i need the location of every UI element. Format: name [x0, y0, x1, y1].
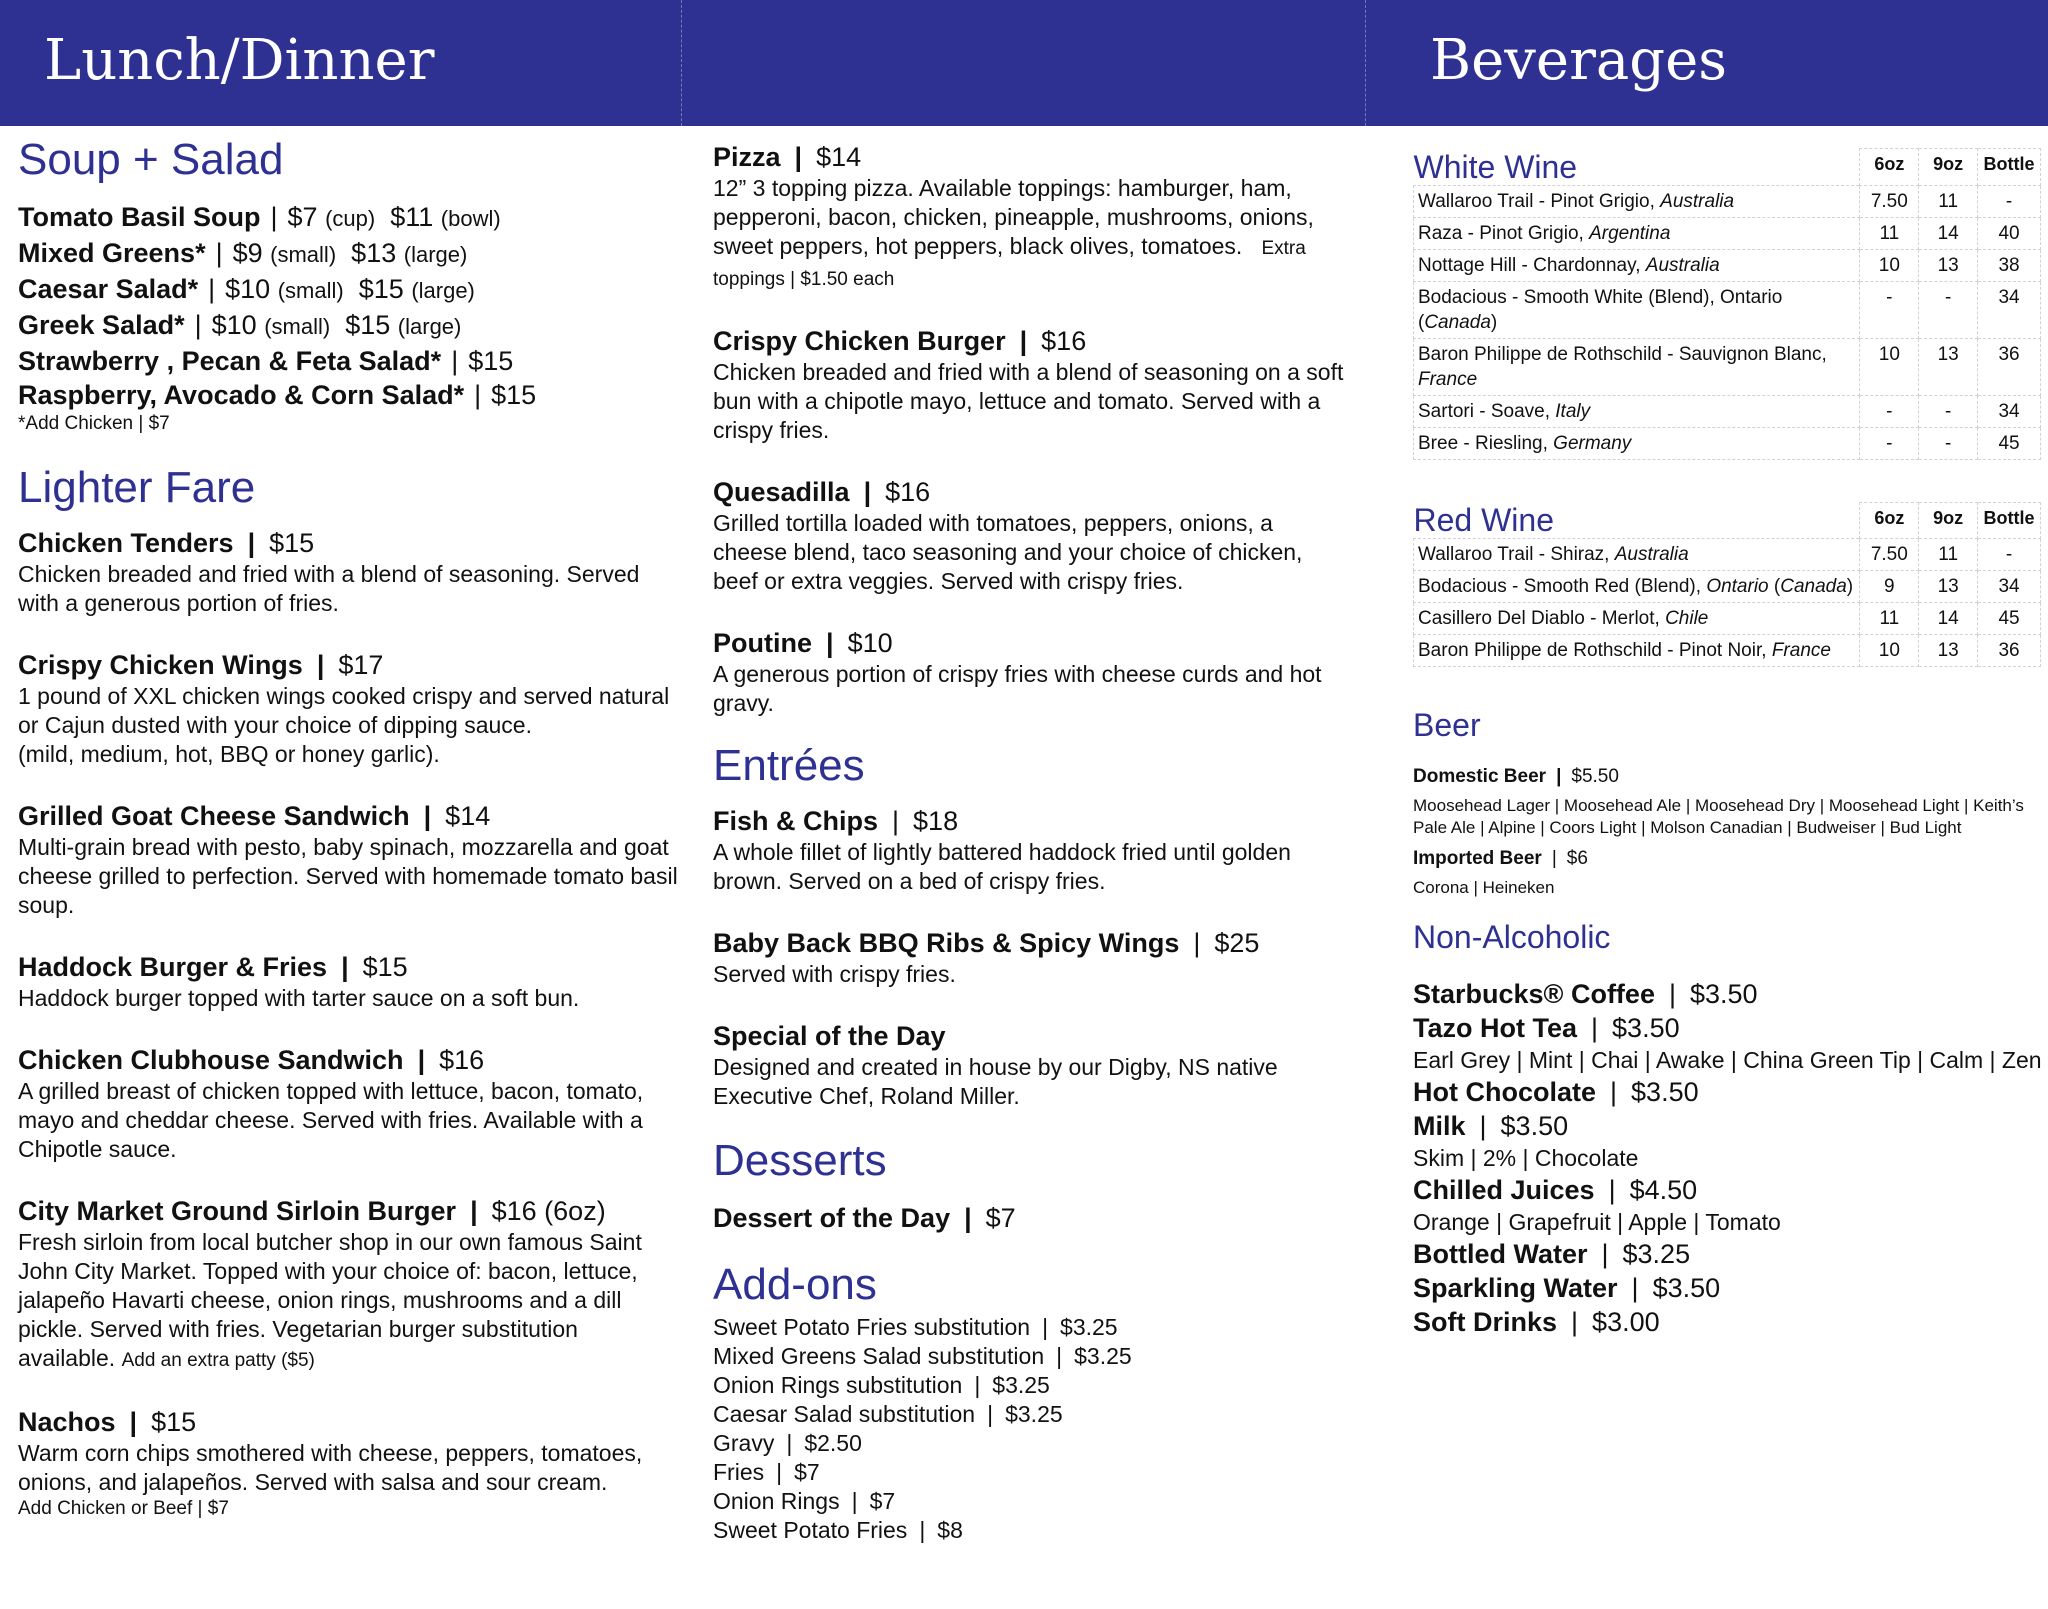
table-row [1414, 603, 2041, 635]
price: $15 [151, 1407, 197, 1437]
table-row [1414, 427, 2041, 459]
beverage-options: Orange | Grapefruit | Apple | Tomato [1413, 1209, 1781, 1235]
addon-name: Mixed Greens Salad substitution [713, 1343, 1045, 1369]
separator: | [1551, 848, 1557, 869]
menu-item [713, 926, 1353, 989]
menu-item [713, 140, 1353, 294]
addon-line [713, 1342, 1353, 1371]
section-heading: Lighter Fare [18, 463, 256, 512]
separator: | [863, 477, 872, 507]
addon-name: Onion Rings substitution [713, 1372, 963, 1398]
menu-item [713, 1019, 1353, 1111]
addon-name: Sweet Potato Fries [713, 1517, 908, 1543]
item-description: A grilled breast of chicken topped with lettuce, bacon, tomato, mayo and cheddar cheese. Served with fries. Available with a Chipotle sauce. [18, 1078, 644, 1162]
table-row [1414, 185, 2041, 217]
menu-line [18, 272, 678, 308]
menu-line [18, 378, 678, 412]
soup-salad-list [18, 200, 678, 436]
price: $3.25 [1005, 1401, 1063, 1427]
beer-name: Imported Beer [1413, 848, 1542, 869]
description-text: 12” 3 topping pizza. Available toppings: hamburger, ham, pepperoni, bacon, chicken, pineapple, mushrooms, onions, sweet peppers, hot peppers, black olives, tomatoes. [713, 175, 1314, 259]
beverage-line [1413, 977, 2033, 1011]
price: $15 [468, 346, 514, 376]
price: $3.50 [1652, 1273, 1721, 1303]
separator: | [776, 1459, 783, 1485]
price: $14 [445, 801, 491, 831]
menu-item [713, 804, 1353, 896]
price-9oz: 11 [1919, 185, 1978, 217]
menu-item [18, 1043, 678, 1164]
addon-line [713, 1313, 1353, 1342]
item-name: Raspberry, Avocado & Corn Salad* [18, 380, 465, 410]
size: (small) [264, 314, 331, 339]
price-bottle: 40 [1978, 217, 2041, 249]
separator: | [451, 346, 459, 376]
price: $16 [885, 477, 931, 507]
wine-name: Baron Philippe de Rothschild - Pinot Noir, France [1414, 635, 1860, 667]
separator: | [786, 1430, 793, 1456]
section-heading: Soup + Salad [18, 135, 284, 184]
addon-name: Gravy [713, 1430, 775, 1456]
addon-line [713, 1516, 1353, 1545]
price: $7 [869, 1488, 896, 1514]
wine-name: Raza - Pinot Grigio, Argentina [1414, 217, 1860, 249]
price: $18 [913, 806, 959, 836]
column-mains [713, 126, 1353, 1545]
addon-line [713, 1371, 1353, 1400]
table-row [1414, 539, 2041, 571]
menu-item [713, 324, 1353, 445]
price-6oz: 10 [1860, 249, 1919, 281]
wine-name: Nottage Hill - Chardonnay, Australia [1414, 249, 1860, 281]
price-6oz: 10 [1860, 338, 1919, 395]
price: $3.25 [1060, 1314, 1118, 1340]
table-row [1414, 338, 2041, 395]
price-6oz: 10 [1860, 635, 1919, 667]
price: $15 [362, 952, 408, 982]
menu-line [18, 200, 678, 236]
separator: | [129, 1407, 138, 1437]
item-name: Tomato Basil Soup [18, 202, 261, 232]
wine-name: Wallaroo Trail - Shiraz, Australia [1414, 539, 1860, 571]
price-6oz: 7.50 [1860, 539, 1919, 571]
menu-item [713, 475, 1353, 596]
size: (bowl) [440, 206, 501, 231]
size: (large) [411, 278, 475, 303]
price: $2.50 [804, 1430, 862, 1456]
menu-line [18, 344, 678, 378]
item-name: Crispy Chicken Burger [713, 326, 1006, 356]
beverage-line [1413, 1305, 2033, 1339]
item-name: Pizza [713, 142, 781, 172]
price-bottle: 34 [1978, 281, 2041, 338]
separator: | [851, 1488, 858, 1514]
size: (large) [403, 242, 468, 267]
separator: | [1056, 1343, 1063, 1369]
item-name: Dessert of the Day [713, 1203, 951, 1233]
price-bottle: 38 [1978, 249, 2041, 281]
item-description: Chicken breaded and fried with a blend of seasoning. Served with a generous portion of fries. [18, 561, 640, 616]
wine-name: Wallaroo Trail - Pinot Grigio, Australia [1414, 185, 1860, 217]
item-name: Strawberry , Pecan & Feta Salad* [18, 346, 442, 376]
table-row [1414, 571, 2041, 603]
price-9oz: 13 [1919, 571, 1978, 603]
item-name: Chicken Clubhouse Sandwich [18, 1045, 404, 1075]
separator: | [208, 274, 216, 304]
price: $3.50 [1612, 1013, 1680, 1043]
beverage-name: Sparkling Water [1413, 1273, 1618, 1303]
menu-item [18, 799, 678, 920]
separator: | [1591, 1013, 1599, 1043]
item-name: Haddock Burger & Fries [18, 952, 328, 982]
separator: | [892, 806, 900, 836]
beverage-options: Earl Grey | Mint | Chai | Awake | China Green Tip | Calm | Zen [1413, 1047, 2042, 1073]
separator: | [826, 628, 834, 658]
size: (large) [397, 314, 462, 339]
menu-item [18, 950, 678, 1013]
section-heading: Beer [1413, 707, 1481, 743]
separator: | [1193, 928, 1201, 958]
menu-item [18, 1194, 678, 1375]
section-heading: Red Wine [1413, 502, 1554, 538]
table-row [1414, 395, 2041, 427]
separator: | [1479, 1111, 1487, 1141]
separator: | [1556, 766, 1562, 787]
price-6oz: 9 [1860, 571, 1919, 603]
beer-list [1413, 765, 2033, 899]
size: (small) [277, 278, 344, 303]
price: $15 [491, 380, 537, 410]
add-protein-note: Add Chicken or Beef | $7 [18, 1498, 229, 1519]
white-wine-table [1413, 148, 2041, 460]
price-bottle: 34 [1978, 571, 2041, 603]
column-lunch [18, 126, 678, 1551]
separator: | [1668, 979, 1676, 1009]
price: $7 [794, 1459, 820, 1485]
price-6oz: 11 [1860, 603, 1919, 635]
price-bottle: 45 [1978, 603, 2041, 635]
section-heading: Non-Alcoholic [1413, 919, 1611, 955]
item-description: A whole fillet of lightly battered haddock fried until golden brown. Served on a bed of crispy fries. [713, 839, 1291, 894]
item-description [713, 174, 1353, 294]
beverage-options: Skim | 2% | Chocolate [1413, 1145, 1639, 1171]
sauce-options: (mild, medium, hot, BBQ or honey garlic). [18, 741, 440, 767]
separator: | [470, 1196, 478, 1226]
item-name: Greek Salad* [18, 310, 185, 340]
price: $16 [439, 1045, 485, 1075]
lunch-dinner-title: Lunch/Dinner [44, 28, 435, 93]
addon-line [713, 1487, 1353, 1516]
price-9oz: 13 [1919, 635, 1978, 667]
separator: | [794, 142, 803, 172]
separator: | [270, 202, 278, 232]
wine-name: Bree - Riesling, Germany [1414, 427, 1860, 459]
item-description: Haddock burger topped with tarter sauce on a soft bun. [18, 985, 580, 1011]
price: $14 [816, 142, 862, 172]
extra-patty-note: Add an extra patty ($5) [121, 1350, 315, 1371]
col-header: 6oz [1860, 502, 1919, 539]
price: $3.50 [1500, 1111, 1569, 1141]
beverage-line [1413, 1011, 2033, 1045]
price-6oz: - [1860, 281, 1919, 338]
addon-line [713, 1400, 1353, 1429]
beer-line [1413, 765, 2033, 789]
beverage-line [1413, 1075, 2033, 1109]
item-name: Poutine [713, 628, 812, 658]
table-row [1414, 635, 2041, 667]
price: $3.50 [1689, 979, 1758, 1009]
price-9oz: 14 [1919, 217, 1978, 249]
price-9oz: - [1919, 281, 1978, 338]
separator: | [1631, 1273, 1639, 1303]
menu-item [18, 526, 678, 618]
price-bottle: - [1978, 539, 2041, 571]
price: $3.25 [1074, 1343, 1132, 1369]
wine-name: Bodacious - Smooth White (Blend), Ontario (Canada) [1414, 281, 1860, 338]
beverage-name: Hot Chocolate [1413, 1077, 1597, 1107]
price-9oz: - [1919, 395, 1978, 427]
wine-name: Baron Philippe de Rothschild - Sauvignon Blanc, France [1414, 338, 1860, 395]
beverage-name: Bottled Water [1413, 1239, 1588, 1269]
col-header: Bottle [1978, 502, 2041, 539]
separator: | [474, 380, 482, 410]
table-row [1414, 249, 2041, 281]
beverage-name: Soft Drinks [1413, 1307, 1558, 1337]
menu-line [18, 236, 678, 272]
addons-list [713, 1313, 1353, 1545]
item-description: Designed and created in house by our Digby, NS native Executive Chef, Roland Miller. [713, 1054, 1278, 1109]
separator: | [316, 650, 325, 680]
item-name: Special of the Day [713, 1021, 946, 1051]
price-9oz: 13 [1919, 338, 1978, 395]
beverage-line [1413, 1109, 2033, 1143]
item-description: Grilled tortilla loaded with tomatoes, peppers, onions, a cheese blend, taco seasoning and your choice of chicken, beef or extra veggies. Served with crispy fries. [713, 510, 1303, 594]
separator: | [974, 1372, 981, 1398]
item-name: Fish & Chips [713, 806, 879, 836]
non-alcoholic-list [1413, 977, 2042, 1339]
price-bottle: - [1978, 185, 2041, 217]
price: $10 [225, 274, 271, 304]
item-name: Quesadilla [713, 477, 850, 507]
col-header: 9oz [1919, 149, 1978, 186]
section-heading: Add-ons [713, 1260, 877, 1309]
addon-name: Onion Rings [713, 1488, 840, 1514]
item-name: City Market Ground Sirloin Burger [18, 1196, 457, 1226]
separator: | [1042, 1314, 1049, 1340]
price: $17 [338, 650, 384, 680]
description-text: Fresh sirloin from local butcher shop in our own famous Saint John City Market. Topped with your choice of: bacon, lettuce, jalapeño Havarti cheese, onion rings, mushrooms and a dill pickle. Served with fries. Vegetarian burger substitution available. [18, 1229, 642, 1371]
col-header: 6oz [1860, 149, 1919, 186]
beverage-line [1413, 1271, 2033, 1305]
item-name: Mixed Greens* [18, 238, 206, 268]
price: $6 [1566, 848, 1588, 869]
addon-name: Caesar Salad substitution [713, 1401, 976, 1427]
price-6oz: 7.50 [1860, 185, 1919, 217]
separator: | [964, 1203, 972, 1233]
column-beverages [1413, 126, 2042, 1339]
entrees-list [713, 804, 1353, 1111]
beer-line [1413, 847, 2033, 871]
item-description: Multi-grain bread with pesto, baby spinach, mozzarella and goat cheese grilled to perfection. Served with homemade tomato basil soup. [18, 834, 678, 918]
beer-brands: Corona | Heineken [1413, 878, 1555, 897]
item-description [18, 1228, 678, 1375]
price: $3.50 [1631, 1077, 1699, 1107]
section-heading: White Wine [1413, 148, 1578, 185]
beverage-name: Milk [1413, 1111, 1466, 1141]
separator: | [987, 1401, 994, 1427]
wine-name: Sartori - Soave, Italy [1414, 395, 1860, 427]
addon-name: Sweet Potato Fries substitution [713, 1314, 1031, 1340]
price-6oz: - [1860, 427, 1919, 459]
price: $16 [1041, 326, 1087, 356]
header-divider [1365, 0, 1366, 126]
separator: | [341, 952, 349, 982]
add-chicken-note: *Add Chicken | $7 [18, 413, 170, 434]
item-description: Chicken breaded and fried with a blend of seasoning on a soft bun with a chipotle mayo, lettuce and tomato. Served with a crispy fries. [713, 359, 1344, 443]
extra-toppings-note: Extra toppings | $1.50 each [713, 238, 1306, 290]
price-9oz: - [1919, 427, 1978, 459]
addon-name: Fries [713, 1459, 765, 1485]
lighter-fare-list [18, 526, 678, 1521]
beverage-name: Chilled Juices [1413, 1175, 1595, 1205]
price-6oz: - [1860, 395, 1919, 427]
beverage-line [1413, 1173, 2033, 1207]
separator: | [1571, 1307, 1579, 1337]
price-9oz: 14 [1919, 603, 1978, 635]
header-divider [681, 0, 682, 126]
price: $3.00 [1592, 1307, 1660, 1337]
wine-name: Casillero Del Diablo - Merlot, Chile [1414, 603, 1860, 635]
price: $15 [269, 528, 315, 558]
price: $3.25 [1622, 1239, 1691, 1269]
separator: | [1608, 1175, 1616, 1205]
price: $5.50 [1571, 766, 1619, 787]
beer-name: Domestic Beer [1413, 766, 1547, 787]
menu-item [713, 626, 1353, 718]
table-row [1414, 281, 2041, 338]
item-name: Nachos [18, 1407, 116, 1437]
price: $4.50 [1629, 1175, 1698, 1205]
price-6oz: 11 [1860, 217, 1919, 249]
separator: | [423, 801, 432, 831]
price: $9 [232, 238, 263, 268]
item-description: A generous portion of crispy fries with cheese curds and hot gravy. [713, 661, 1322, 716]
item-description: Served with crispy fries. [713, 961, 956, 987]
col-header: 9oz [1919, 502, 1978, 539]
price: $7 [287, 202, 318, 232]
addon-line [713, 1458, 1353, 1487]
beverage-name: Starbucks® Coffee [1413, 979, 1655, 1009]
item-description: 1 pound of XXL chicken wings cooked crispy and served natural or Cajun dusted with your choice of dipping sauce. [18, 683, 670, 738]
col-header: Bottle [1978, 149, 2041, 186]
addon-line [713, 1429, 1353, 1458]
price: $8 [937, 1517, 963, 1543]
item-name: Baby Back BBQ Ribs & Spicy Wings [713, 928, 1180, 958]
separator: | [919, 1517, 926, 1543]
table-row [1414, 217, 2041, 249]
price: $3.25 [992, 1372, 1050, 1398]
red-wine-table [1413, 502, 2041, 668]
price: $11 [390, 202, 434, 232]
size: (cup) [325, 206, 376, 231]
item-name: Crispy Chicken Wings [18, 650, 303, 680]
price: $13 [351, 238, 397, 268]
price: $15 [345, 310, 391, 340]
price: $25 [1214, 928, 1260, 958]
price: $16 (6oz) [491, 1196, 606, 1226]
item-description: Warm corn chips smothered with cheese, peppers, tomatoes, onions, and jalapeños. Served with salsa and sour cream. [18, 1440, 643, 1495]
price-bottle: 36 [1978, 338, 2041, 395]
price: $7 [985, 1203, 1016, 1233]
section-heading: Desserts [713, 1136, 887, 1185]
beverages-title: Beverages [1430, 28, 1727, 93]
price-bottle: 45 [1978, 427, 2041, 459]
menu-item [713, 1201, 1353, 1235]
menu-line [18, 308, 678, 344]
beer-brands: Moosehead Lager | Moosehead Ale | Moosehead Dry | Moosehead Light | Keith’s Pale Ale | Alpine | Coors Light | Molson Canadian | Budweiser | Bud Light [1413, 796, 2024, 837]
price-bottle: 36 [1978, 635, 2041, 667]
separator: | [1610, 1077, 1618, 1107]
separator: | [417, 1045, 426, 1075]
separator: | [247, 528, 256, 558]
price-9oz: 13 [1919, 249, 1978, 281]
price-9oz: 11 [1919, 539, 1978, 571]
menu-item [18, 1405, 678, 1521]
size: (small) [270, 242, 337, 267]
beverage-line [1413, 1237, 2033, 1271]
separator: | [1601, 1239, 1609, 1269]
separator: | [215, 238, 223, 268]
mains-list [713, 140, 1353, 718]
price-bottle: 34 [1978, 395, 2041, 427]
item-name: Chicken Tenders [18, 528, 234, 558]
item-name: Grilled Goat Cheese Sandwich [18, 801, 410, 831]
section-heading: Entrées [713, 741, 865, 790]
price: $10 [211, 310, 257, 340]
item-name: Caesar Salad* [18, 274, 199, 304]
price: $10 [847, 628, 893, 658]
wine-name: Bodacious - Smooth Red (Blend), Ontario (Canada) [1414, 571, 1860, 603]
price: $15 [358, 274, 404, 304]
separator: | [194, 310, 202, 340]
beverage-name: Tazo Hot Tea [1413, 1013, 1578, 1043]
header-banner [0, 0, 2048, 126]
menu-item [18, 648, 678, 769]
separator: | [1019, 326, 1028, 356]
